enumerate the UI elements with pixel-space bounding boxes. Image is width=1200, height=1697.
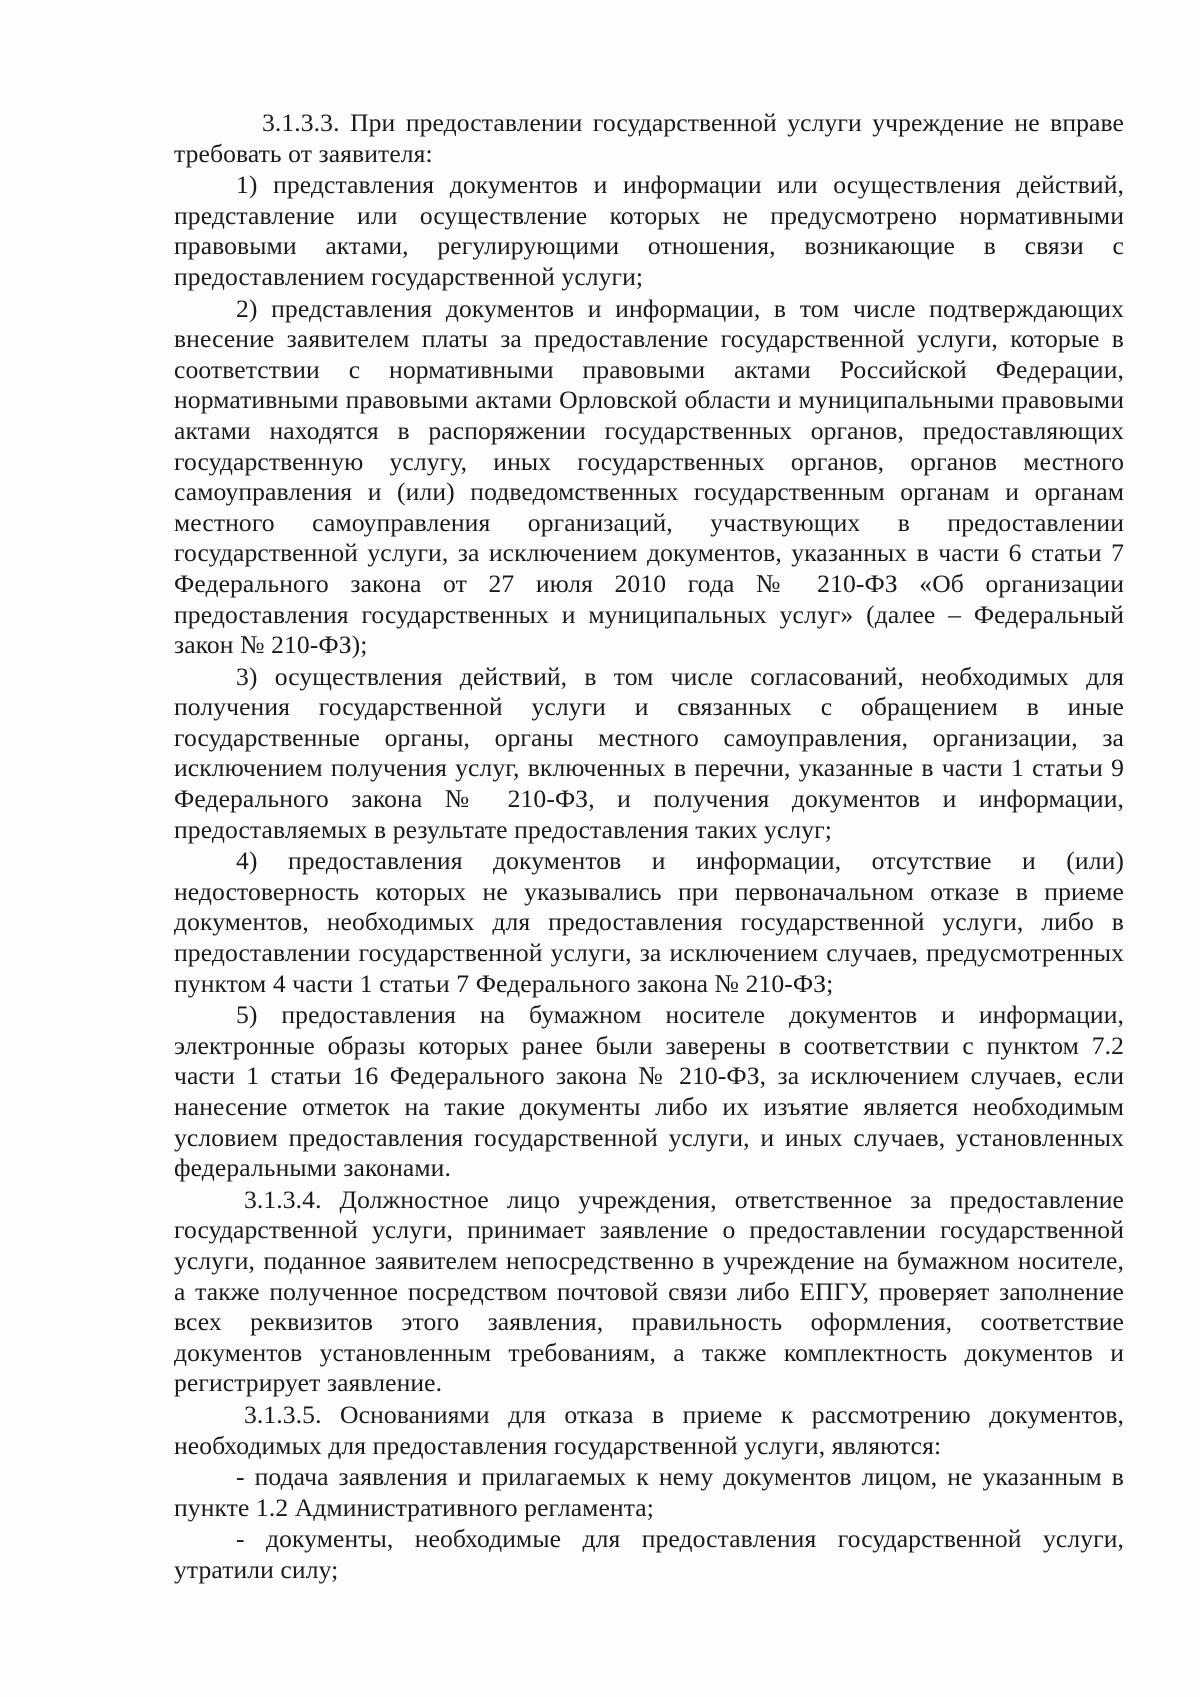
paragraph-item-4: 4) предоставления документов и информации, отсутствие и (или) недостоверность которых не указывались при первоначальном отказе в приеме документов, необходимых для предоставления государственной услуги, либо в предоставлении государственной услуги, за исключением случаев, предусмотренных пунктом 4 части 1 статьи 7 Федерального закона № 210-ФЗ; <box>174 846 1124 998</box>
paragraph-item-5: 5) предоставления на бумажном носителе документов и информации, электронные образы которых ранее были заверены в соответствии с пунктом 7.2 части 1 статьи 16 Федерального закона № 210-ФЗ, за исключением случаев, если нанесение отметок на такие документы либо их изъятие является необходимым условием предоставления государственной услуги, и иных случаев, установленных федеральными законами. <box>174 1000 1124 1183</box>
paragraph-3-1-3-3: 3.1.3.3. При предоставлении государственной услуги учреждение не вправе требовать от заявителя: <box>174 108 1124 168</box>
paragraph-dash-2: - документы, необходимые для предоставления государственной услуги, утратили силу; <box>174 1524 1124 1584</box>
paragraph-dash-1: - подача заявления и прилагаемых к нему документов лицом, не указанным в пункте 1.2 Административного регламента; <box>174 1462 1124 1522</box>
document-body <box>174 108 1124 1586</box>
paragraph-item-2: 2) представления документов и информации, в том числе подтверждающих внесение заявителем платы за предоставление государственной услуги, которые в соответствии с нормативными правовыми актами Российской Федерации, нормативными правовыми актами Орловской области и муниципальными правовыми актами находятся в распоряжении государственных органов, предоставляющих государственную услугу, иных государственных органов, органов местного самоуправления и (или) подведомственных государственным органам и органам местного самоуправления организаций, участвующих в предоставлении государственной услуги, за исключением документов, указанных в части 6 статьи 7 Федерального закона от 27 июля 2010 года № 210-ФЗ «Об организации предоставления государственных и муниципальных услуг» (далее – Федеральный закон № 210-ФЗ); <box>174 293 1124 660</box>
paragraph-item-1: 1) представления документов и информации или осуществления действий, представление или осуществление которых не предусмотрено нормативными правовыми актами, регулирующими отношения, возникающие в связи с предоставлением государственной услуги; <box>174 170 1124 291</box>
paragraph-3-1-3-5: 3.1.3.5. Основаниями для отказа в приеме к рассмотрению документов, необходимых для предоставления государственной услуги, являются: <box>174 1399 1124 1460</box>
paragraph-3-1-3-4: 3.1.3.4. Должностное лицо учреждения, ответственное за предоставление государственной услуги, принимает заявление о предоставлении государственной услуги, поданное заявителем непосредственно в учреждение на бумажном носителе, а также полученное посредством почтовой связи либо ЕПГУ, проверяет заполнение всех реквизитов этого заявления, правильность оформления, соответствие документов установленным требованиям, а также комплектность документов и регистрирует заявление. <box>174 1184 1124 1398</box>
paragraph-item-3: 3) осуществления действий, в том числе согласований, необходимых для получения государственной услуги и связанных с обращением в иные государственные органы, органы местного самоуправления, организации, за исключением получения услуг, включенных в перечни, указанные в части 1 статьи 9 Федерального закона № 210-ФЗ, и получения документов и информации, предоставляемых в результате предоставления таких услуг; <box>174 661 1124 844</box>
